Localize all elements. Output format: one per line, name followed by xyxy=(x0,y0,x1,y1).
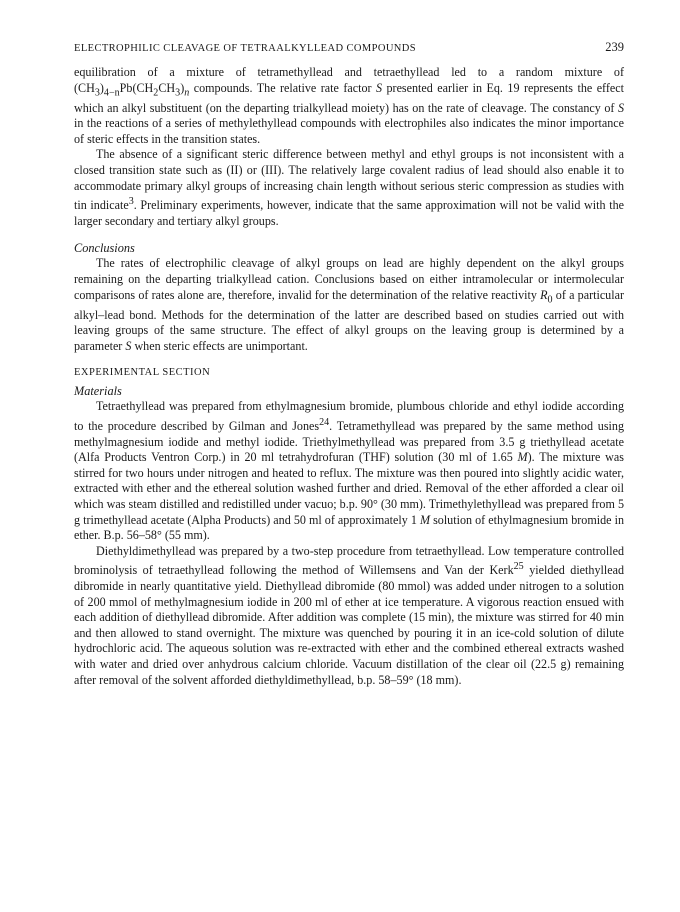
text-run: when steric effects are unimportant. xyxy=(131,338,308,353)
experimental-heading: EXPERIMENTAL SECTION xyxy=(74,367,211,379)
italic-symbol: M xyxy=(517,450,528,465)
text-run: presented earlier in Eq. 19 represents the effect which an alkyl substituent (on the departing trialkyllead moiety) has on the rate of cleavage. The constancy of xyxy=(74,80,624,115)
subscript: 3 xyxy=(175,87,181,98)
materials-heading: Materials xyxy=(74,384,122,399)
text-run: Pb(CH xyxy=(119,80,154,95)
text-run: solution of ethylmagnesium bromide in ether. B.p. 56–58° (55 mm). xyxy=(74,512,624,543)
paragraph-conclusions xyxy=(74,256,624,354)
text-run: in the reactions of a series of methylethyllead compounds with electrophiles also indicates the minor importance of steric effects in the transition states. xyxy=(74,116,624,146)
text-run: The absence of a significant steric difference between methyl and ethyl groups is not inconsistent with a closed transition state such as (II) or (III). The relatively large covalent radius of lead should also enable it to accommodate primary alkyl groups of increasing chain length without serious steric compression as studies with tin indicate xyxy=(74,147,624,213)
text-run: . Tetramethyllead was prepared by the same method using methylmagnesium iodide and methyl iodide. Triethylmethyllead was prepared from 3.5 g triethyllead acetate (Alfa Products Ventron Corp.) in 20 ml tetrahydrofuran (THF) solution (30 ml of 1.65 xyxy=(74,418,624,465)
text-run: of a particular alkyl–lead bond. Methods for the determination of the latter are described based on studies carried out with leaving groups of the same structure. The effect of alkyl groups on the leaving group is determined by a parameter xyxy=(74,287,624,353)
italic-symbol: R xyxy=(540,287,548,302)
text-run: The rates of electrophilic cleavage of alkyl groups on lead are highly dependent on the alkyl groups remaining on the departing trialkyllead cation. Conclusions based on either intramolecular or intermolecular comparisons of rates alone are, therefore, invalid for the determination of the relative reactivity xyxy=(74,256,624,302)
text-run: equilibration of a mixture of tetramethyllead and tetraethyllead led to a random mixture of (CH xyxy=(74,65,624,95)
paragraph-diethyldimethyllead xyxy=(74,544,624,688)
italic-symbol: S xyxy=(125,338,132,353)
text-run: . Preliminary experiments, however, indicate that the same approximation will not be valid with the larger secondary and tertiary alkyl groups. xyxy=(74,198,624,228)
italic-symbol: S xyxy=(617,100,624,115)
subscript: 4−n xyxy=(103,87,120,98)
text-run: Tetraethyllead was prepared from ethylmagnesium bromide, plumbous chloride and ethyl iodide according to the procedure described by Gilman and Jones xyxy=(74,399,624,433)
conclusions-heading: Conclusions xyxy=(74,241,135,256)
text-run: CH xyxy=(158,80,176,95)
paragraph-steric xyxy=(74,147,624,229)
italic-symbol: M xyxy=(419,512,431,527)
text-run: ). The mixture was stirred for two hours under nitrogen and heated to reflux. The mixture was then poured into slightly acidic water, extracted with ether and the ethereal solution washed further and dried. Removal of the ether afforded a clear oil which was steam distilled and redistilled under vacuo; b.p. 90° (30 mm). Trimethylethyllead was prepared from 5 g trimethyllead acetate (Alpha Products) and 50 ml of approximately 1 xyxy=(74,450,624,527)
paragraph-equilibration xyxy=(74,65,624,147)
text-run: compounds. The relative rate factor xyxy=(189,80,376,95)
subscript: 3 xyxy=(94,87,100,98)
text-run: Diethyldimethyllead was prepared by a two-step procedure from tetraethyllead. Low temperature controlled brominolysis of tetraethyllead following the method of Willemsens and Van der Kerk xyxy=(74,543,624,578)
subscript: 0 xyxy=(547,293,553,305)
running-title: ELECTROPHILIC CLEAVAGE OF TETRAALKYLLEAD COMPOUNDS xyxy=(74,43,417,54)
italic-symbol: S xyxy=(375,80,383,95)
reference-superscript: 25 xyxy=(513,561,524,573)
subscript-italic: n xyxy=(184,87,190,98)
text-run: ) xyxy=(180,80,185,95)
subscript: 2 xyxy=(153,87,159,98)
text-run: yielded diethyllead dibromide in nearly quantitative yield. Diethyllead dibromide (80 mmol) was added under nitrogen to a solution of 200 mmol of methylmagnesium iodide in 200 ml of ether at ice temperature. A vigorous reaction ensued with each addition of diethyllead dibromide. After addition was complete (15 min), the mixture was stirred for 40 min and then allowed to stand overnight. The mixture was quenched by pouring it in an ice-cold solution of dilute hydrochloric acid. The aqueous solution was re-extracted with ether and the combined ethereal extracts washed with water and dried over anhydrous calcium chloride. Vacuum distillation of the clear oil (22.5 g) remaining after removal of the solvent afforded diethyldimethyllead, b.p. 58–59° (18 mm). xyxy=(74,563,625,687)
page-number: 239 xyxy=(605,40,624,54)
running-header xyxy=(74,40,624,55)
text-run: ) xyxy=(99,80,104,95)
reference-superscript: 24 xyxy=(319,416,330,428)
paragraph-materials xyxy=(74,399,624,543)
reference-superscript: 3 xyxy=(128,196,134,208)
